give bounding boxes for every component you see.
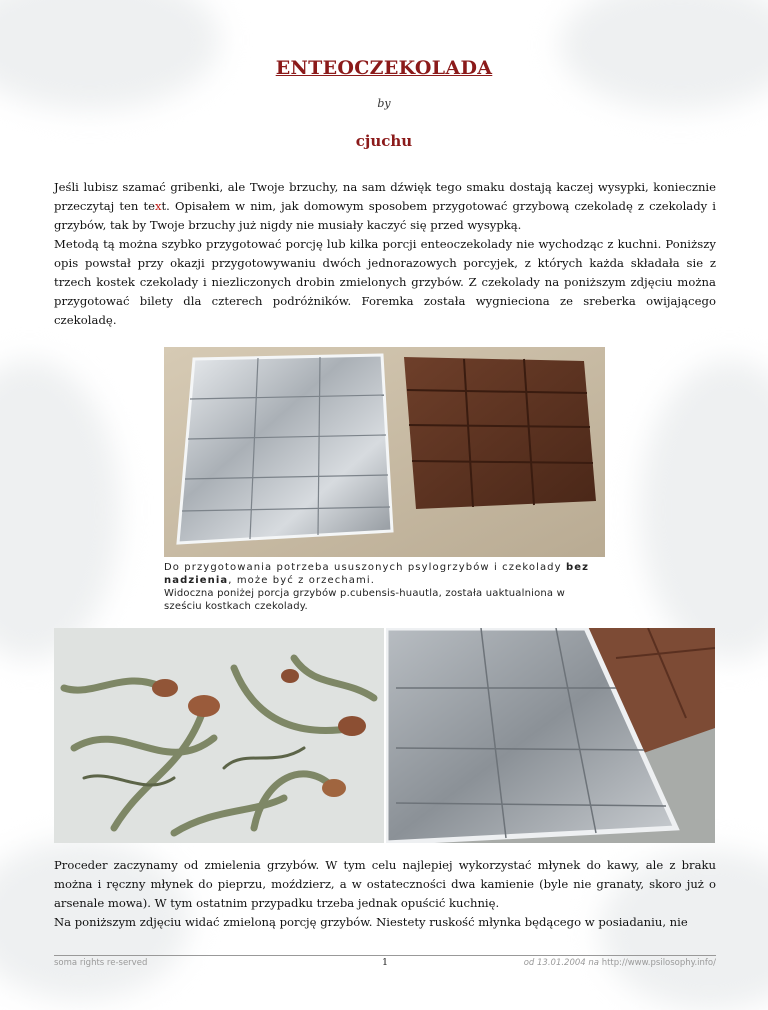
caption-line xyxy=(164,561,605,587)
footer-url[interactable]: http://www.psilosophy.info/ xyxy=(601,958,716,968)
paragraph-intro xyxy=(54,178,716,235)
caption-text: Do przygotowania potrzeba ususzonych psylogrzybów i czekolady xyxy=(164,562,566,573)
paragraph-text: t. Opisałem w nim, jak domowym sposobem przygotować grzybową czekoladę z czekolady i grzybów, tak by Twoje brzuchy już nigdy nie musiały kaczyć się przed wysypką. xyxy=(54,199,716,232)
caption-text: , może być z orzechami. xyxy=(228,575,376,586)
foil-photo-image xyxy=(386,628,715,843)
caption-line: Widoczna poniżej porcja grzybów p.cubensis-huautla, została uaktualniona w sześciu kostkach czekolady. xyxy=(164,588,566,612)
photo-foil-closeup xyxy=(386,628,715,843)
paragraph-method: Metodą tą można szybko przygotować porcję lub kilka porcji enteoczekolady nie wychodząc z kuchni. Poniższy opis powstał przy okazji przygotowywaniu dwóch jednorazowych porcyjek, z których każda składała sie z trzech kostek czekolady i niezliczonych drobin zmielonych grzybów. Z czekolady na poniższym zdjęciu można przygotować bilety dla czterech podróżników. Foremka została wygnieciona ze sreberka owijającego czekoladę. xyxy=(54,237,716,327)
paragraph-photo-note: Na poniższym zdjęciu widać zmieloną porcję grzybów. Niestety ruskość młynka będącego w posiadaniu, nie xyxy=(54,915,688,929)
paragraph-grinding: Proceder zaczynamy od zmielenia grzybów. W tym celu najlepiej wykorzystać młynek do kawy, ale z braku można i ręczny młynek do pieprzu, moździerz, a w ostateczności dwa kamienie (byle nie granaty, skoro już o arsenale mowa). W tym ostatnim przypadku trzeba jednak opuścić kuchnię. xyxy=(54,858,716,910)
mushrooms-photo-image xyxy=(54,628,384,843)
footer-divider xyxy=(54,955,716,956)
page-footer xyxy=(54,958,716,972)
page-title: ENTEOCZEKOLADA xyxy=(275,57,493,79)
author-name: cjuchu xyxy=(355,132,413,150)
caption-bold: bez nadzienia xyxy=(164,562,589,586)
photo-caption xyxy=(164,561,605,613)
footer-date: od 13.01.2004 na xyxy=(523,958,599,968)
footer-source xyxy=(524,958,716,968)
footer-rights: soma rights re-served xyxy=(54,958,148,968)
highlighted-letter: x xyxy=(154,199,162,213)
paragraph-text: Jeśli lubisz szamać gribenki, ale Twoje brzuchy, na sam dźwięk tego smaku dostają kaczej wysypki, koniecznie przeczytaj ten te xyxy=(54,180,716,213)
photo-chocolate-and-foil xyxy=(164,347,605,557)
page-number: 1 xyxy=(381,957,389,968)
chocolate-photo-image xyxy=(164,347,605,557)
byline-label: by xyxy=(377,97,391,110)
photo-dried-mushrooms xyxy=(54,628,384,843)
